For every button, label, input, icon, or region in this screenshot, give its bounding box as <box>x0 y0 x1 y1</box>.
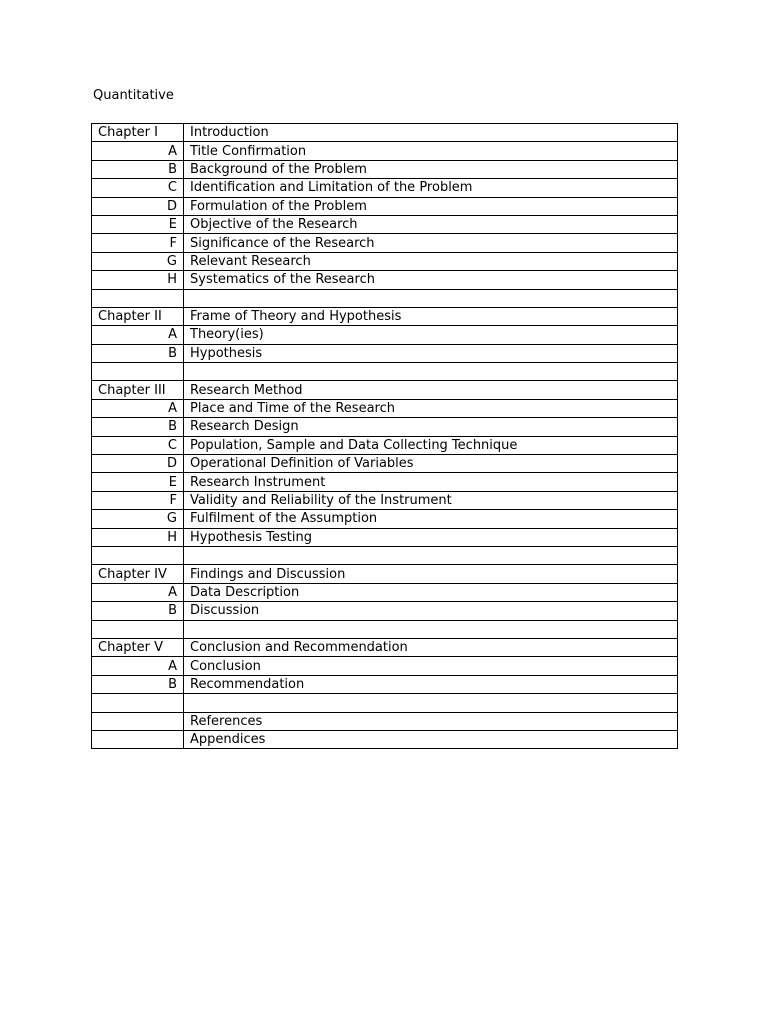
section-title-cell: Data Description <box>184 583 678 601</box>
section-title-cell: Formulation of the Problem <box>184 197 678 215</box>
table-row <box>92 381 678 399</box>
table-row <box>92 215 678 233</box>
chapter-label-cell: Chapter III <box>92 381 184 399</box>
section-title-cell: Conclusion <box>184 657 678 675</box>
section-title-cell: Place and Time of the Research <box>184 399 678 417</box>
section-title-cell: Population, Sample and Data Collecting Technique <box>184 436 678 454</box>
section-title-cell: Appendices <box>184 730 678 748</box>
page-title: Quantitative <box>93 88 174 103</box>
section-letter-cell: A <box>92 657 184 675</box>
table-row <box>92 271 678 289</box>
section-title-cell: Hypothesis <box>184 344 678 362</box>
section-title-cell: Hypothesis Testing <box>184 528 678 546</box>
section-title-cell <box>184 694 678 712</box>
chapter-title-cell: Findings and Discussion <box>184 565 678 583</box>
table-row <box>92 326 678 344</box>
table-row <box>92 436 678 454</box>
section-letter-cell: A <box>92 583 184 601</box>
table-row <box>92 252 678 270</box>
section-letter-cell: G <box>92 510 184 528</box>
section-title-cell: Objective of the Research <box>184 215 678 233</box>
section-title-cell: Discussion <box>184 602 678 620</box>
section-title-cell <box>184 546 678 564</box>
section-title-cell: Validity and Reliability of the Instrument <box>184 491 678 509</box>
table-row <box>92 179 678 197</box>
table-row <box>92 638 678 656</box>
table-row <box>92 712 678 730</box>
table-row <box>92 197 678 215</box>
chapter-label-cell: Chapter I <box>92 124 184 142</box>
section-title-cell: Fulfilment of the Assumption <box>184 510 678 528</box>
section-title-cell <box>184 620 678 638</box>
section-letter-cell: F <box>92 234 184 252</box>
section-title-cell: Recommendation <box>184 675 678 693</box>
section-letter-cell <box>92 694 184 712</box>
chapter-title-cell: Conclusion and Recommendation <box>184 638 678 656</box>
table-row <box>92 491 678 509</box>
section-letter-cell: A <box>92 326 184 344</box>
section-letter-cell: B <box>92 418 184 436</box>
section-title-cell: Systematics of the Research <box>184 271 678 289</box>
section-title-cell: Significance of the Research <box>184 234 678 252</box>
table-row <box>92 694 678 712</box>
section-title-cell: Relevant Research <box>184 252 678 270</box>
table-row <box>92 142 678 160</box>
section-title-cell: Title Confirmation <box>184 142 678 160</box>
table-row <box>92 546 678 564</box>
table-row <box>92 583 678 601</box>
section-letter-cell: G <box>92 252 184 270</box>
section-letter-cell: D <box>92 455 184 473</box>
section-letter-cell: E <box>92 473 184 491</box>
table-row <box>92 730 678 748</box>
chapter-title-cell: Frame of Theory and Hypothesis <box>184 307 678 325</box>
section-letter-cell <box>92 730 184 748</box>
chapter-label-cell: Chapter V <box>92 638 184 656</box>
section-letter-cell: E <box>92 215 184 233</box>
section-title-cell: Research Instrument <box>184 473 678 491</box>
table-row <box>92 307 678 325</box>
section-title-cell: Operational Definition of Variables <box>184 455 678 473</box>
table-row <box>92 565 678 583</box>
section-letter-cell: C <box>92 179 184 197</box>
section-letter-cell: B <box>92 344 184 362</box>
section-title-cell <box>184 363 678 381</box>
section-letter-cell: H <box>92 271 184 289</box>
table-row <box>92 620 678 638</box>
table-row <box>92 399 678 417</box>
table-row <box>92 289 678 307</box>
section-letter-cell: H <box>92 528 184 546</box>
section-title-cell: Background of the Problem <box>184 160 678 178</box>
table-row <box>92 363 678 381</box>
section-letter-cell <box>92 546 184 564</box>
section-letter-cell <box>92 620 184 638</box>
table-row <box>92 160 678 178</box>
section-letter-cell: B <box>92 160 184 178</box>
section-letter-cell <box>92 289 184 307</box>
table-row <box>92 473 678 491</box>
section-title-cell: Research Design <box>184 418 678 436</box>
section-letter-cell: C <box>92 436 184 454</box>
section-letter-cell <box>92 712 184 730</box>
section-letter-cell: B <box>92 675 184 693</box>
table-row <box>92 418 678 436</box>
section-letter-cell: F <box>92 491 184 509</box>
section-letter-cell: A <box>92 399 184 417</box>
chapter-title-cell: Research Method <box>184 381 678 399</box>
table-row <box>92 657 678 675</box>
section-title-cell <box>184 289 678 307</box>
table-row <box>92 124 678 142</box>
section-title-cell: Identification and Limitation of the Problem <box>184 179 678 197</box>
table-row <box>92 528 678 546</box>
chapter-label-cell: Chapter IV <box>92 565 184 583</box>
section-letter-cell: B <box>92 602 184 620</box>
outline-table <box>91 123 678 749</box>
table-row <box>92 344 678 362</box>
chapter-label-cell: Chapter II <box>92 307 184 325</box>
table-row <box>92 455 678 473</box>
table-row <box>92 510 678 528</box>
section-title-cell: References <box>184 712 678 730</box>
section-title-cell: Theory(ies) <box>184 326 678 344</box>
chapter-title-cell: Introduction <box>184 124 678 142</box>
section-letter-cell: D <box>92 197 184 215</box>
table-row <box>92 234 678 252</box>
outline-table-body <box>92 124 678 749</box>
table-row <box>92 602 678 620</box>
section-letter-cell: A <box>92 142 184 160</box>
section-letter-cell <box>92 363 184 381</box>
table-row <box>92 675 678 693</box>
